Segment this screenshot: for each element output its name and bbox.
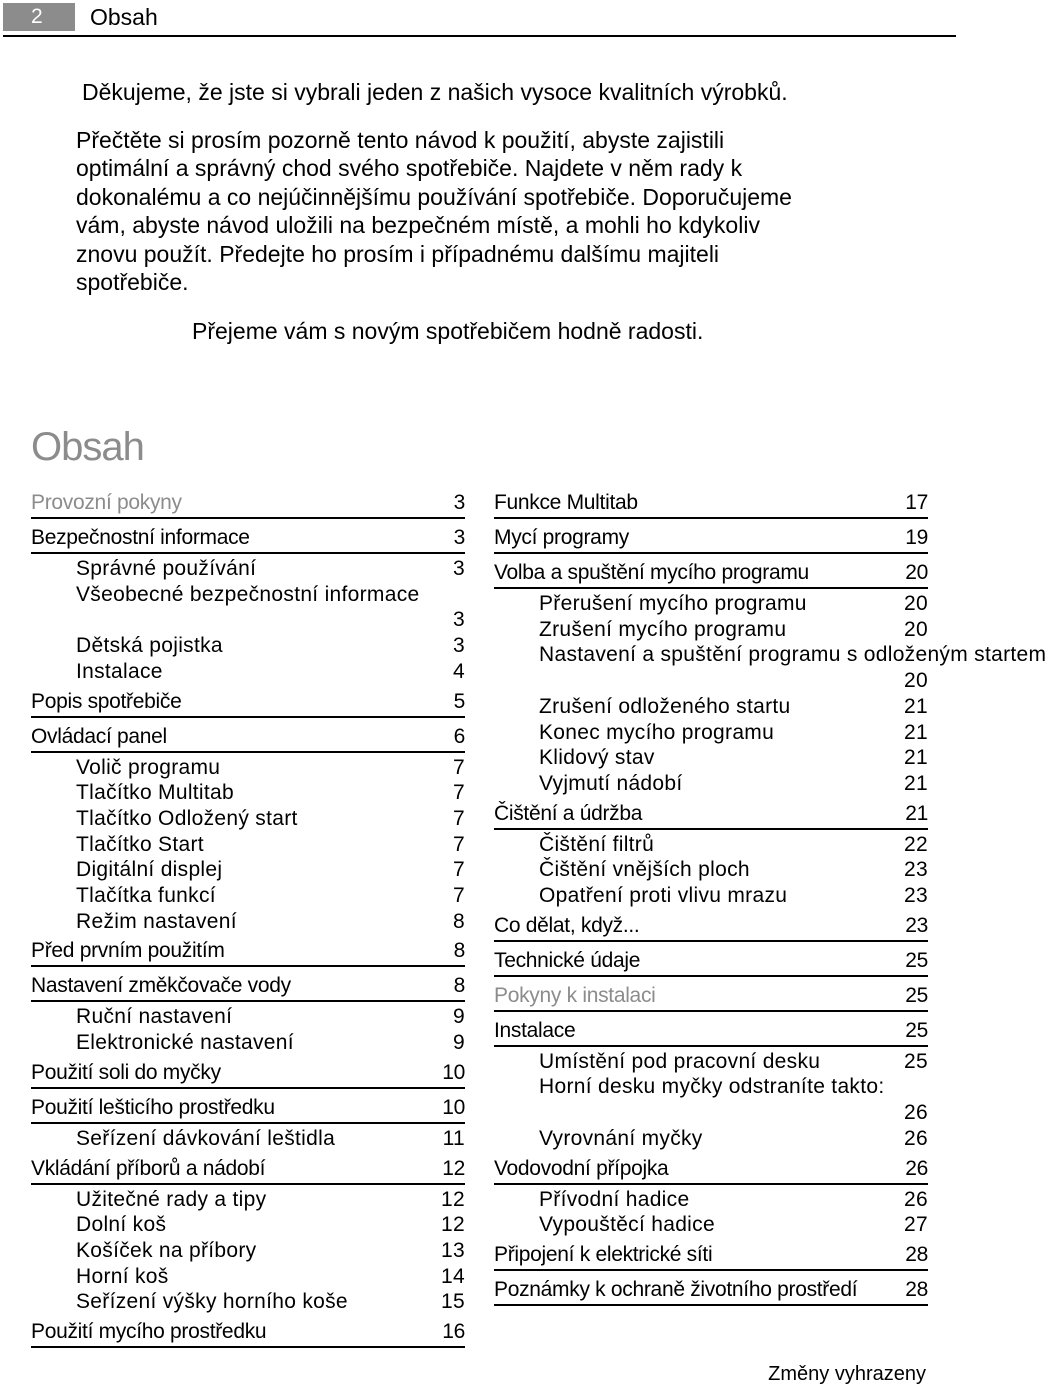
toc-subsection-entry[interactable] [31,1004,465,1030]
toc-entry-title: Ruční nastavení [76,1005,233,1029]
toc-subsection-entry[interactable] [31,1126,465,1152]
toc-subsection-entry[interactable] [494,720,928,746]
toc-entry-page: 7 [453,806,465,830]
toc-entry-title: Horní desku myčky odstraníte takto: [539,1075,885,1099]
toc-entry-page: 10 [442,1095,465,1119]
toc-entry-page: 9 [453,1031,465,1055]
toc-entry-title: Nastavení změkčovače vody [31,974,291,998]
header-rule [3,35,956,37]
toc-entry-page: 12 [441,1187,465,1211]
toc-subsection-entry[interactable] [31,1238,465,1264]
toc-entry-title: Seřízení dávkování leštidla [76,1126,336,1150]
toc-entry-title: Použití soli do myčky [31,1060,221,1084]
toc-subsection-entry[interactable] [494,745,928,771]
toc-section-entry[interactable] [31,1056,465,1089]
toc-section-entry[interactable] [31,969,465,1002]
toc-entry-page: 22 [904,832,928,856]
toc-subsection-entry[interactable] [31,909,465,935]
toc-subsection-entry[interactable] [31,1289,465,1315]
toc-entry-page: 3 [453,557,465,580]
toc-entry-page: 7 [453,884,465,908]
toc-entry-title: Vodovodní přípojka [494,1156,669,1180]
toc-entry-page: 5 [453,689,465,713]
toc-title: Obsah [31,425,144,469]
toc-entry-page: 11 [442,1126,465,1150]
toc-entry-title: Digitální displej [76,858,223,882]
intro-line: Přečtěte si prosím pozorně tento návod k použití, abyste zajistili [76,126,725,153]
toc-entry-title: Správné používání [76,557,257,580]
toc-entry-title: Tlačítko Start [76,832,204,856]
toc-entry-title: Funkce Multitab [494,491,638,514]
toc-subsection-entry[interactable] [494,857,928,883]
toc-subsection-entry[interactable] [494,1126,928,1152]
toc-section-entry[interactable] [31,1315,465,1348]
toc-entry-title: Vyrovnání myčky [539,1126,703,1150]
toc-entry-page: 9 [453,1005,465,1029]
toc-entry-page: 13 [441,1238,465,1262]
intro-wish: Přejeme vám s novým spotřebičem hodně radosti. [192,317,704,344]
intro-text [76,78,906,345]
toc-section-entry[interactable] [31,685,465,718]
toc-entry-title: Dětská pojistka [76,634,223,658]
toc-entry-page: 23 [905,913,928,937]
toc-entry-title: Mycí programy [494,526,629,549]
toc-section-entry[interactable] [494,797,928,830]
toc-subsection-entry[interactable] [31,857,465,883]
toc-subsection-entry[interactable] [494,591,928,617]
toc-entry-title: Tlačítko Multitab [76,781,234,805]
toc-subsection-entry[interactable] [494,1187,928,1213]
toc-entry-page: 7 [453,858,465,882]
toc-entry-page: 26 [904,1101,928,1125]
toc-right-column [494,490,1046,1308]
intro-line: optimální a správný chod svého spotřebiče. Najdete v něm rady k [76,155,743,181]
toc-subsection-entry[interactable] [31,1212,465,1238]
toc-entry-title: Režim nastavení [76,909,237,933]
toc-entry-title: Nastavení a spuštění programu s odloženým startem [539,643,1046,667]
toc-subsection-entry[interactable] [494,832,928,858]
toc-section-entry[interactable] [31,720,465,753]
toc-section-entry[interactable] [494,1273,928,1306]
toc-entry-page: 17 [905,491,928,514]
toc-entry-title: Zrušení odloženého startu [539,694,791,718]
toc-subsection-entry[interactable] [494,617,928,643]
toc-subsection-entry[interactable] [494,1049,928,1075]
toc-entry-title: Opatření proti vlivu mrazu [539,884,788,908]
toc-subsection-entry[interactable] [494,1074,928,1125]
toc-section-entry[interactable] [31,1152,465,1185]
toc-entry-page: 21 [904,771,928,795]
toc-entry-title: Vkládání příborů a nádobí [31,1156,266,1180]
toc-subsection-entry[interactable] [31,582,465,633]
toc-entry-page: 7 [453,755,465,779]
toc-entry-title: Technické údaje [494,948,641,972]
toc-entry-page: 14 [441,1264,465,1288]
toc-subsection-entry[interactable] [31,659,465,685]
toc-subsection-entry[interactable] [31,556,465,582]
toc-entry-title: Přívodní hadice [539,1187,690,1211]
toc-entry-title: Seřízení výšky horního koše [76,1290,348,1314]
toc-entry-page: 8 [453,909,465,933]
toc-section-entry[interactable] [494,1238,928,1271]
toc-entry-page: 26 [905,1156,928,1180]
toc-entry-page: 6 [453,724,465,748]
toc-entry-title: Provozní pokyny [31,491,182,514]
toc-entry-title: Poznámky k ochraně životního prostředí [494,1277,858,1301]
toc-entry-page: 3 [453,608,465,632]
toc-entry-page: 25 [905,983,928,1007]
toc-section-entry[interactable] [494,909,928,942]
toc-entry-page: 21 [905,801,928,825]
toc-subsection-entry[interactable] [494,642,1046,693]
toc-entry-title: Konec mycího programu [539,720,775,744]
toc-entry-page: 7 [453,832,465,856]
toc-entry-page: 8 [453,939,465,963]
intro-line: dokonalému a co nejúčinnějšímu používání spotřebiče. Doporučujeme [76,183,792,210]
toc-entry-page: 3 [453,491,465,514]
page-header [0,0,960,40]
toc-subsection-entry[interactable] [494,694,928,720]
toc-entry-title: Klidový stav [539,746,655,770]
toc-section-entry[interactable] [494,1014,928,1047]
toc-section-entry[interactable] [494,979,928,1012]
toc-entry-page: 19 [905,526,928,549]
toc-entry-title: Použití mycího prostředku [31,1320,267,1344]
toc-entry-title: Popis spotřebiče [31,689,182,713]
toc-entry-title: Přerušení mycího programu [539,592,807,615]
toc-entry-title: Před prvním použitím [31,939,225,963]
toc-entry-title: Instalace [494,1018,576,1042]
toc-entry-page: 4 [453,659,465,683]
toc-section-entry[interactable] [31,934,465,967]
toc-entry-title: Dolní koš [76,1213,167,1237]
toc-subsection-entry[interactable] [494,1212,928,1238]
page-number-badge: 2 [3,3,75,31]
toc-section-entry[interactable] [494,521,928,554]
toc-entry-page: 21 [904,746,928,770]
toc-entry-title: Připojení k elektrické síti [494,1242,713,1266]
toc-subsection-entry[interactable] [31,1030,465,1056]
toc-subsection-entry[interactable] [31,832,465,858]
toc-entry-page: 21 [904,694,928,718]
toc-subsection-entry[interactable] [31,755,465,781]
toc-entry-title: Všeobecné bezpečnostní informace [76,582,420,606]
toc-entry-page: 20 [904,669,928,693]
toc-subsection-entry[interactable] [494,883,928,909]
toc-entry-title: Čištění filtrů [539,832,655,856]
footer-note: Změny vyhrazeny [768,1363,926,1385]
toc-entry-title: Elektronické nastavení [76,1031,294,1055]
toc-entry-page: 25 [904,1049,928,1073]
toc-subsection-entry[interactable] [31,1264,465,1290]
toc-entry-title: Pokyny k instalaci [494,983,656,1007]
toc-entry-page: 26 [904,1187,928,1211]
toc-entry-title: Horní koš [76,1264,169,1288]
toc-entry-title: Co dělat, když... [494,913,640,937]
intro-line: spotřebiče. [76,269,189,295]
toc-entry-page: 15 [441,1290,465,1314]
toc-entry-page: 25 [905,948,928,972]
toc-section-entry[interactable] [494,490,928,519]
toc-entry-title: Vyjmutí nádobí [539,771,683,795]
toc-entry-page: 20 [904,592,928,615]
toc-subsection-entry[interactable] [31,1187,465,1213]
toc-subsection-entry[interactable] [494,771,928,797]
toc-entry-page: 16 [442,1320,465,1344]
toc-entry-page: 28 [905,1242,928,1266]
toc-entry-title: Čištění a údržba [494,801,643,825]
toc-entry-title: Zrušení mycího programu [539,617,787,641]
toc-entry-title: Tlačítka funkcí [76,884,216,908]
toc-entry-title: Košíček na příbory [76,1238,257,1262]
toc-entry-page: 7 [453,781,465,805]
toc-entry-title: Volba a spuštění mycího programu [494,561,809,584]
toc-entry-page: 10 [442,1060,465,1084]
toc-entry-page: 21 [904,720,928,744]
intro-line: znovu použít. Předejte ho prosím i případnému dalšímu majiteli [76,240,720,267]
toc-entry-title: Použití lešticího prostředku [31,1095,275,1119]
toc-entry-page: 20 [905,561,928,584]
toc-section-entry[interactable] [31,1091,465,1124]
toc-entry-page: 27 [904,1213,928,1237]
intro-thanks: Děkujeme, že jste si vybrali jeden z našich vysoce kvalitních výrobků. [82,79,788,105]
toc-section-entry[interactable] [494,556,928,589]
toc-subsection-entry[interactable] [31,780,465,806]
intro-line: vám, abyste návod uložili na bezpečném místě, a mohli ho kdykoliv [76,212,760,238]
toc-subsection-entry[interactable] [31,883,465,909]
header-title: Obsah [90,4,158,30]
toc-entry-title: Umístění pod pracovní desku [539,1049,821,1073]
toc-entry-page: 12 [441,1213,465,1237]
toc-entry-page: 23 [904,858,928,882]
toc-section-entry[interactable] [31,521,465,554]
toc-entry-title: Instalace [76,659,163,683]
toc-section-entry[interactable] [494,944,928,977]
toc-entry-title: Užitečné rady a tipy [76,1187,267,1211]
toc-entry-page: 3 [453,526,465,549]
toc-entry-page: 26 [904,1126,928,1150]
toc-entry-title: Vypouštěcí hadice [539,1213,715,1237]
toc-entry-page: 12 [442,1156,465,1180]
toc-entry-page: 28 [905,1277,928,1301]
toc-entry-title: Tlačítko Odložený start [76,806,298,830]
toc-entry-title: Ovládací panel [31,724,167,748]
toc-entry-title: Bezpečnostní informace [31,526,250,549]
toc-subsection-entry[interactable] [31,633,465,659]
toc-entry-page: 23 [904,884,928,908]
toc-subsection-entry[interactable] [31,806,465,832]
toc-entry-title: Čištění vnějších ploch [539,858,750,882]
toc-left-column [31,490,465,1350]
toc-entry-page: 3 [453,634,465,658]
toc-entry-page: 25 [905,1018,928,1042]
toc-entry-title: Volič programu [76,755,221,779]
toc-section-entry[interactable] [31,490,465,519]
toc-section-entry[interactable] [494,1152,928,1185]
toc-entry-page: 20 [904,617,928,641]
toc-entry-page: 8 [453,974,465,998]
